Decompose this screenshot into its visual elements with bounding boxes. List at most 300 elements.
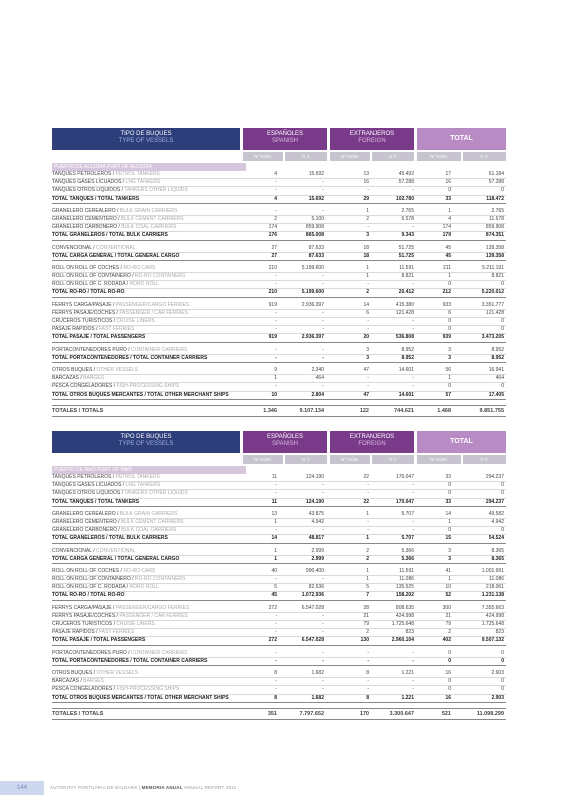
grand-total-row xyxy=(52,405,506,417)
subheader-blank xyxy=(52,152,240,161)
row-label-en: FAST FERRIES xyxy=(98,629,135,636)
port-name-es: PUERTO DE MAÓ xyxy=(54,467,96,473)
row-label-es: CONVENCIONAL / xyxy=(52,547,96,554)
table-row xyxy=(52,245,506,253)
subtotal-row xyxy=(52,556,506,564)
footer-separator: | xyxy=(138,785,141,790)
row-label-en: CONVENTIONAL xyxy=(96,244,136,251)
subheader-total xyxy=(417,455,506,464)
cell-value: 0 xyxy=(501,678,504,685)
table-row xyxy=(52,482,506,490)
cell-value: 9.507.132 xyxy=(481,637,504,644)
cell-value: 0 xyxy=(501,482,504,489)
footer-org: AUTORITAT PORTUÀRIA DE BALEARS xyxy=(50,785,138,790)
port-name-en: PORT OF ALCÚDIA xyxy=(106,164,152,170)
header-spanish-es: ESPAÑOLES xyxy=(267,434,303,440)
total-label: TOTALES / TOTALS xyxy=(52,407,104,414)
cell-value: 8.365 xyxy=(491,547,504,554)
row-label-en: CRUISE LINERS xyxy=(116,318,155,324)
cell-value: 1 xyxy=(448,273,451,280)
cell-value: 823 xyxy=(405,629,414,636)
col-gt-label: G.T. xyxy=(372,152,414,161)
cell-value: - xyxy=(322,621,324,627)
row-label-es: OTROS BUQUES / xyxy=(52,669,97,676)
cell-value: - xyxy=(367,187,369,194)
cell-value: 0 xyxy=(501,318,504,324)
cell-value: 211 xyxy=(443,264,451,271)
row-label-es: BARCAZAS / xyxy=(52,678,84,685)
cell-value: 2.804 xyxy=(311,391,324,398)
header-foreign-es: EXTRANJEROS xyxy=(349,131,395,137)
row-label-es: PESCA CONGELADORES / xyxy=(52,686,117,693)
cell-value: 121.428 xyxy=(395,309,414,316)
grand-total-row xyxy=(52,708,506,720)
subtotal-row xyxy=(52,535,506,543)
cell-value: 61.184 xyxy=(488,171,504,177)
cell-value: - xyxy=(412,649,414,656)
cell-value: 27 xyxy=(271,244,277,251)
cell-value: 4.942 xyxy=(311,518,324,525)
cell-value: 41 xyxy=(445,567,451,574)
cell-value: 0 xyxy=(501,649,504,656)
row-label-en: PASSENGER/CARGO FERRIES xyxy=(115,604,190,611)
header-foreign xyxy=(330,431,414,453)
table-row xyxy=(52,519,506,527)
cell-value: 424.998 xyxy=(395,612,414,619)
cell-value: - xyxy=(412,657,414,664)
cell-value: - xyxy=(275,187,277,194)
cell-value: - xyxy=(412,482,414,489)
cell-value: 79 xyxy=(363,621,369,627)
table-header xyxy=(52,431,506,453)
cell-value: - xyxy=(412,527,414,534)
cell-value: 16 xyxy=(363,179,369,186)
row-label-en: LNG TANKERS xyxy=(125,482,161,489)
cell-value: - xyxy=(275,179,277,186)
cell-value: 40 xyxy=(271,567,277,574)
cell-value: 124.190 xyxy=(305,498,324,505)
cell-value: 16 xyxy=(445,669,451,676)
row-label xyxy=(52,224,243,231)
cell-value: - xyxy=(275,657,277,664)
cell-value: 5.366 xyxy=(401,555,414,562)
total-value: 9.107.134 xyxy=(299,407,324,414)
cell-value: 11.086 xyxy=(489,576,504,583)
row-label xyxy=(52,670,243,677)
cell-value: - xyxy=(367,649,369,656)
cell-value: 294.237 xyxy=(485,474,504,480)
table-row xyxy=(52,584,506,592)
cell-value: 43.875 xyxy=(308,510,324,517)
row-label xyxy=(52,535,243,542)
cell-value: - xyxy=(275,309,277,316)
subheader-blank xyxy=(52,455,240,464)
row-label-es: FERRYS CARGA/PASAJE / xyxy=(52,604,116,611)
table-row xyxy=(52,548,506,556)
cell-value: 2.999 xyxy=(311,547,324,554)
cell-value: - xyxy=(367,281,369,288)
cell-value: 1 xyxy=(274,518,277,525)
cell-value: 16.941 xyxy=(488,366,504,373)
row-label xyxy=(52,383,243,390)
cell-value: 4 xyxy=(274,171,277,177)
cell-value: - xyxy=(275,482,277,489)
cell-value: 424.998 xyxy=(485,612,504,619)
row-label xyxy=(52,367,243,374)
cell-value: 990.400 xyxy=(305,567,324,574)
table-row xyxy=(52,613,506,621)
table-row xyxy=(52,490,506,498)
cell-value: 8.821 xyxy=(401,273,414,280)
cell-value: - xyxy=(367,482,369,489)
table-row xyxy=(52,216,506,224)
cell-value: 5.366 xyxy=(401,547,414,554)
cell-value: 1.682 xyxy=(311,694,324,701)
row-label xyxy=(52,576,243,583)
cell-value: 210 xyxy=(268,289,277,296)
footer-report-title: MEMORIA ANUAL xyxy=(141,785,183,790)
subtotal-row xyxy=(52,355,506,363)
table-row xyxy=(52,650,506,658)
cell-value: 859.908 xyxy=(485,224,504,231)
col-gt-label: G.T. xyxy=(285,455,327,464)
cell-value: 15.692 xyxy=(308,171,324,177)
row-label-es: TOTAL TANQUES / TOTAL TANKERS xyxy=(52,498,140,505)
cell-value: - xyxy=(322,318,324,324)
subtotal-row xyxy=(52,592,506,600)
row-label-en: CRUISE LINERS xyxy=(116,621,155,627)
cell-value: 8.952 xyxy=(401,354,414,361)
cell-value: - xyxy=(367,686,369,693)
row-label xyxy=(52,621,243,628)
cell-value: 0 xyxy=(501,490,504,497)
row-label xyxy=(52,273,243,280)
port-section-label xyxy=(52,163,246,171)
row-label xyxy=(52,310,243,317)
cell-value: 4 xyxy=(448,215,451,222)
cell-value: 0 xyxy=(501,657,504,664)
cell-value: - xyxy=(367,375,369,382)
row-label xyxy=(52,568,243,575)
cell-value: 16 xyxy=(445,694,451,701)
cell-value: 859.908 xyxy=(305,224,324,231)
cell-value: - xyxy=(322,629,324,636)
col-num-label: Nº NÚM. xyxy=(330,152,370,161)
cell-value: 13 xyxy=(363,171,369,177)
cell-value: 13 xyxy=(271,510,277,517)
row-label-en: RO-RO CARS xyxy=(123,264,156,271)
cell-value: 29 xyxy=(363,195,369,202)
footer-text xyxy=(50,781,236,795)
row-label xyxy=(52,281,243,288)
col-gt-label: G.T. xyxy=(372,455,414,464)
subtotal-row xyxy=(52,232,506,240)
total-value: 3.300.647 xyxy=(389,710,414,717)
table-row xyxy=(52,367,506,375)
row-label-es: CONVENCIONAL / xyxy=(52,244,96,251)
cell-value: 1 xyxy=(448,207,451,214)
cell-value: 5.199.600 xyxy=(301,289,324,296)
cell-value: 0 xyxy=(448,657,451,664)
row-label-es: PORTACONTENEDORES PURO / xyxy=(52,649,131,656)
header-type-es: TIPO DE BUQUES xyxy=(120,131,172,137)
row-label-es: ROLL ON ROLL OF C. RODADA / xyxy=(52,281,130,288)
cell-value: 45 xyxy=(445,252,451,259)
cell-value: 1 xyxy=(366,264,369,271)
cell-value: - xyxy=(275,346,277,353)
cell-value: 20 xyxy=(363,334,369,341)
cell-value: 0 xyxy=(448,383,451,390)
cell-value: 3 xyxy=(448,354,451,361)
row-label-en: CONTAINER CARRIERS xyxy=(131,649,188,656)
row-label xyxy=(52,289,243,296)
cell-value: 8 xyxy=(366,694,369,701)
cell-value: 135.525 xyxy=(395,584,414,591)
cell-value: 3 xyxy=(448,555,451,562)
row-label-es: BARCAZAS / xyxy=(52,375,84,382)
row-label-es: TOTAL GRANELEROS / TOTAL BULK CARRIERS xyxy=(52,232,168,239)
cell-value: 16 xyxy=(445,179,451,186)
table-row xyxy=(52,273,506,281)
row-label xyxy=(52,265,243,272)
cell-value: 536.808 xyxy=(395,334,414,341)
row-label-es: CRUCEROS TURISTICOS / xyxy=(52,621,117,627)
row-label xyxy=(52,613,243,620)
cell-value: 0 xyxy=(448,678,451,685)
cell-value: 5.199.600 xyxy=(301,264,324,271)
cell-value: 179 xyxy=(442,232,451,239)
row-label-es: TOTAL TANQUES / TOTAL TANKERS xyxy=(52,195,140,202)
cell-value: 8.952 xyxy=(491,354,504,361)
cell-value: 170.047 xyxy=(395,498,414,505)
cell-value: 18 xyxy=(363,244,369,251)
row-label xyxy=(52,208,243,215)
cell-value: - xyxy=(275,621,277,627)
cell-value: - xyxy=(322,686,324,693)
row-label-es: GRANELERO CARBONERO / xyxy=(52,527,122,534)
cell-value: - xyxy=(322,490,324,497)
row-label-es: TOTAL OTROS BUQUES MERCANTES / TOTAL OTHER MERCHANT SHIPS xyxy=(52,694,229,701)
cell-value: 11.591 xyxy=(399,567,414,574)
cell-value: - xyxy=(367,527,369,534)
row-label-es: TOTAL CARGA GENERAL / TOTAL GENERAL CARGO xyxy=(52,252,180,259)
row-label xyxy=(52,375,243,382)
cell-value: 2.999 xyxy=(311,555,324,562)
header-type-en: TYPE OF VESSELS xyxy=(118,440,174,447)
cell-value: - xyxy=(275,490,277,497)
cell-value: 1.221 xyxy=(401,694,414,701)
cell-value: 0 xyxy=(448,527,451,534)
cell-value: 1 xyxy=(274,547,277,554)
cell-value: 102.780 xyxy=(395,195,414,202)
vessel-table-mao xyxy=(52,431,506,720)
row-label-en: RO-RO CARS xyxy=(123,567,156,574)
cell-value: - xyxy=(322,326,324,333)
row-label-en: RO-RO CONTAINERS xyxy=(134,576,186,583)
cell-value: 0 xyxy=(448,281,451,288)
cell-value: 57.288 xyxy=(488,179,504,186)
table-row xyxy=(52,511,506,519)
cell-value: 5 xyxy=(366,584,369,591)
total-label: TOTALES / TOTALS xyxy=(52,710,104,717)
row-label-en: TANKERS OTHER LIQUIDS xyxy=(124,187,188,194)
cell-value: 294.237 xyxy=(485,498,504,505)
cell-value: 933 xyxy=(442,301,451,308)
cell-value: 0 xyxy=(501,383,504,390)
col-num-label: Nº NÚM. xyxy=(417,455,461,464)
cell-value: 82.536 xyxy=(308,584,324,591)
table-row xyxy=(52,302,506,310)
cell-value: 464 xyxy=(315,375,324,382)
row-label-es: TOTAL PASAJE / TOTAL PASSENGERS xyxy=(52,637,146,644)
cell-value: 87.633 xyxy=(308,252,324,259)
table-row xyxy=(52,568,506,576)
row-label-es: TANQUES PETROLEROS / xyxy=(52,474,116,480)
cell-value: 8.365 xyxy=(491,555,504,562)
table-row xyxy=(52,375,506,383)
cell-value: - xyxy=(322,187,324,194)
header-vessel-type xyxy=(52,431,240,453)
cell-value: - xyxy=(367,383,369,390)
cell-value: 14 xyxy=(363,301,369,308)
cell-value: 1.725.648 xyxy=(481,621,504,627)
row-label xyxy=(52,253,243,260)
cell-value: - xyxy=(412,686,414,693)
row-label xyxy=(52,678,243,685)
cell-value: 2.340 xyxy=(311,366,324,373)
header-vessel-type xyxy=(52,128,240,150)
row-label-en: OTHER VESSELS xyxy=(96,669,139,676)
row-label-es: TANQUES OTROS LIQUIDOS / xyxy=(52,490,125,497)
cell-value: 919 xyxy=(268,334,277,341)
cell-value: 33 xyxy=(445,474,451,480)
cell-value: - xyxy=(275,281,277,288)
row-label-es: GRANELERO CARBONERO / xyxy=(52,224,122,231)
row-label-en: FISH-PROCESSING SHIPS xyxy=(116,686,180,693)
row-label-es: FERRYS PASAJE/COCHES / xyxy=(52,612,120,619)
subtotal-row xyxy=(52,334,506,342)
row-label xyxy=(52,347,243,354)
row-label-en: CONVENTIONAL xyxy=(96,547,136,554)
cell-value: 5.100 xyxy=(311,215,324,222)
cell-value: - xyxy=(412,326,414,333)
header-spanish-en: SPANISH xyxy=(272,137,298,144)
table-row xyxy=(52,208,506,216)
header-spanish-es: ESPAÑOLES xyxy=(267,131,303,137)
cell-value: 33 xyxy=(445,195,451,202)
cell-value: 21 xyxy=(363,612,369,619)
cell-value: - xyxy=(322,179,324,186)
cell-value: 22 xyxy=(363,498,369,505)
total-value: 521 xyxy=(441,710,451,717)
cell-value: - xyxy=(367,678,369,685)
table-row xyxy=(52,576,506,584)
cell-value: 1 xyxy=(274,375,277,382)
row-label xyxy=(52,695,243,702)
cell-value: 464 xyxy=(495,375,504,382)
cell-value: 15 xyxy=(445,535,451,542)
cell-value: - xyxy=(322,346,324,353)
row-label-es: TOTAL RO-RO / TOTAL RO-RO xyxy=(52,289,125,296)
row-label-es: GRANELERO CEREALERO / xyxy=(52,510,120,517)
cell-value: - xyxy=(275,207,277,214)
row-label-es: TOTAL RO-RO / TOTAL RO-RO xyxy=(52,592,125,599)
cell-value: 21 xyxy=(445,612,451,619)
total-value: 170 xyxy=(359,710,369,717)
row-label-es: ROLL ON ROLL OF CONTAINERO / xyxy=(52,576,135,583)
row-label-es: PESCA CONGELADORES / xyxy=(52,383,117,390)
col-gt-label: G.T. xyxy=(463,455,506,464)
cell-value: 139.358 xyxy=(485,252,504,259)
subheader-spanish xyxy=(243,455,327,464)
cell-value: 3 xyxy=(366,354,369,361)
row-label-es: GRANELERO CEMENTERO / xyxy=(52,215,121,222)
cell-value: 415.380 xyxy=(395,301,414,308)
cell-value: 6 xyxy=(448,309,451,316)
row-label-en: TANKERS OTHER LIQUIDS xyxy=(124,490,188,497)
cell-value: 3.473.205 xyxy=(481,334,504,341)
cell-value: 130 xyxy=(360,637,369,644)
row-label xyxy=(52,302,243,309)
header-spanish-en: SPANISH xyxy=(272,440,298,447)
cell-value: 45 xyxy=(445,244,451,251)
cell-value: 174 xyxy=(268,224,277,231)
cell-value: 17 xyxy=(445,171,451,177)
table-row xyxy=(52,383,506,391)
cell-value: 14.601 xyxy=(398,391,414,398)
row-label-en: PASSENGER/CARGO FERRIES xyxy=(115,301,190,308)
cell-value: 1 xyxy=(448,576,451,583)
header-type-es: TIPO DE BUQUES xyxy=(120,434,172,440)
cell-value: 5.707 xyxy=(401,535,414,542)
cell-value: 2 xyxy=(366,289,369,296)
cell-value: - xyxy=(322,527,324,534)
cell-value: - xyxy=(412,318,414,324)
cell-value: - xyxy=(275,629,277,636)
port-name-en: PORT OF MAÓ xyxy=(97,467,132,473)
cell-value: 20.412 xyxy=(398,289,414,296)
cell-value: 4.942 xyxy=(491,518,504,525)
cell-value: 2 xyxy=(448,629,451,636)
cell-value: 57.288 xyxy=(398,179,414,186)
cell-value: 51.725 xyxy=(398,244,414,251)
row-label xyxy=(52,171,243,178)
row-label xyxy=(52,629,243,636)
cell-value: 1.072.936 xyxy=(301,592,324,599)
cell-value: 5 xyxy=(274,584,277,591)
cell-value: - xyxy=(275,612,277,619)
row-label-en: PASSENGER / CAR FERRIES xyxy=(119,309,188,316)
subheader-spanish xyxy=(243,152,327,161)
cell-value: - xyxy=(275,273,277,280)
cell-value: 1 xyxy=(448,375,451,382)
header-spanish xyxy=(243,431,327,453)
row-label-es: TOTAL PORTACONTENEDORES / TOTAL CONTAINER CARRIERS xyxy=(52,657,208,664)
row-label xyxy=(52,216,243,223)
row-label-en: FISH-PROCESSING SHIPS xyxy=(116,383,180,390)
cell-value: 1.725.648 xyxy=(391,621,414,627)
cell-value: 218.061 xyxy=(485,584,504,591)
cell-value: - xyxy=(322,678,324,685)
cell-value: 51.725 xyxy=(398,252,414,259)
header-foreign-en: FOREIGN xyxy=(358,137,386,144)
cell-value: 11 xyxy=(271,498,277,505)
cell-value: 2.903 xyxy=(491,669,504,676)
cell-value: 7 xyxy=(366,592,369,599)
cell-value: 18 xyxy=(363,252,369,259)
cell-value: - xyxy=(275,354,277,361)
page-footer xyxy=(0,781,565,795)
